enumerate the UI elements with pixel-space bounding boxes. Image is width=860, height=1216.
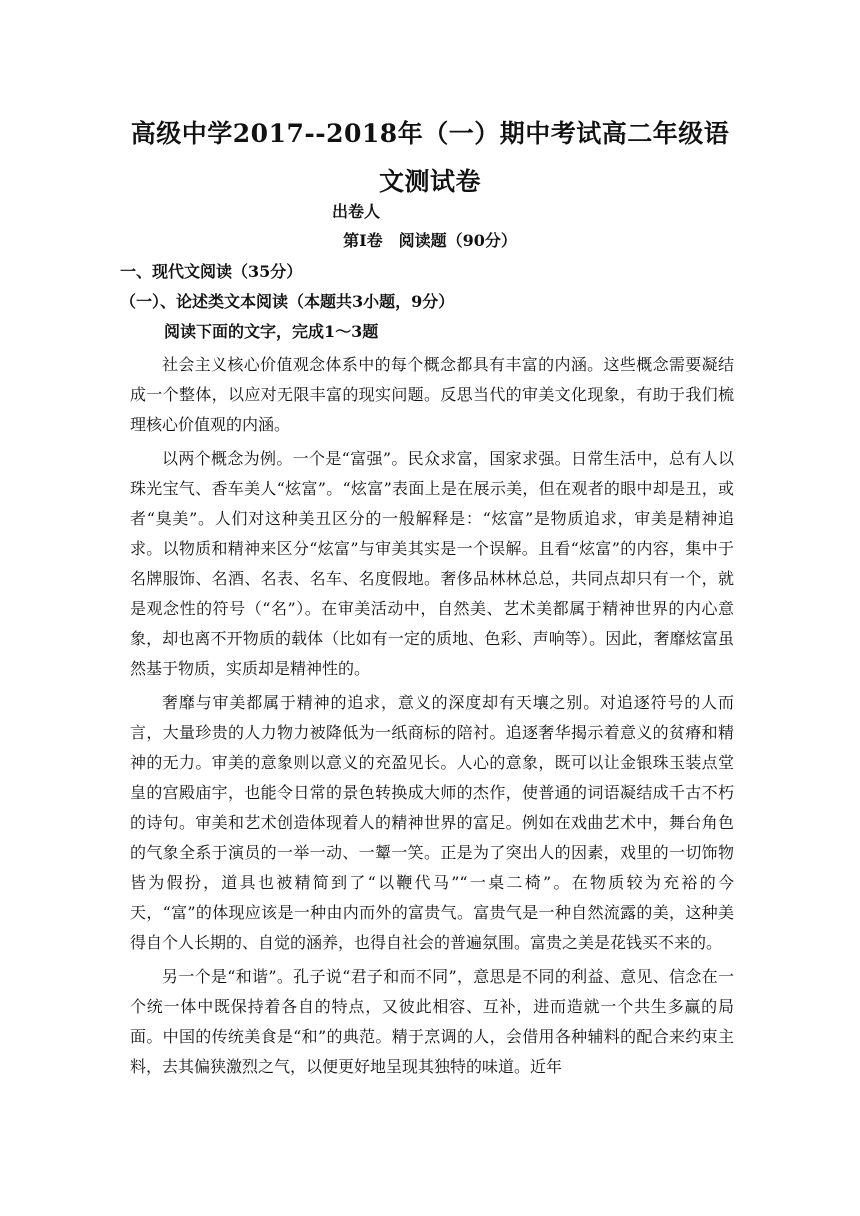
subsection-heading: （一）、论述类文本阅读（本题共3小题，9分） <box>120 292 455 311</box>
document-title: 高级中学2017--2018年（一）期中考试高二年级语文测试卷 <box>130 119 730 196</box>
article-paragraph: 社会主义核心价值观念体系中的每个概念都具有丰富的内涵。这些概念需要凝结成一个整体，以应对无限丰富的现实问题。反思当代的审美文化现象，有助于我们梳理核心价值观的内涵。 <box>130 355 734 434</box>
article-body <box>130 350 734 1086</box>
section-heading: 一、现代文阅读（35分） <box>120 262 303 281</box>
article-paragraph: 奢靡与审美都属于精神的追求，意义的深度却有天壤之别。对追逐符号的人而言，大量珍贵的人力物力被降低为一纸商标的陪衬。追逐奢华揭示着意义的贫瘠和精神的无力。审美的意象则以意义的充盈见长。人心的意象，既可以让金银珠玉装点堂皇的宫殿庙宇，也能令日常的景色转换成大师的杰作，使普通的词语凝结成千古不朽的诗句。审美和艺术创造体现着人的精神世界的富足。例如在戏曲艺术中，舞台角色的气象全系于演员的一举一动、一颦一笑。正是为了突出人的因素，戏里的一切饰物皆为假扮，道具也被精简到了“以鞭代马”“一桌二椅”。在物质较为充裕的今天，“富”的体现应该是一种由内而外的富贵气。富贵气是一种自然流露的美，这种美得自个人长期的、自觉的涵养，也得自社会的普遍氛围。富贵之美是花钱买不来的。 <box>130 693 734 952</box>
reading-instruction: 阅读下面的文字，完成1～3题 <box>164 322 379 341</box>
author-label: 出卷人 <box>332 202 381 221</box>
article-paragraph: 以两个概念为例。一个是“富强”。民众求富，国家求强。日常生活中，总有人以珠光宝气、香车美人“炫富”。“炫富”表面上是在展示美，但在观者的眼中却是丑，或者“臭美”。人们对这种美丑区分的一般解释是：“炫富”是物质追求，审美是精神追求。以物质和精神来区分“炫富”与审美其实是一个误解。且看“炫富”的内容，集中于名牌服饰、名酒、名表、名车、名度假地。奢侈品林林总总，共同点却只有一个，就是观念性的符号（“名”）。在审美活动中，自然美、艺术美都属于精神世界的内心意象，却也离不开物质的载体（比如有一定的质地、色彩、声响等）。因此，奢靡炫富虽然基于物质，实质却是精神性的。 <box>130 449 734 678</box>
part-heading: 第Ⅰ卷 阅读题（90分） <box>343 231 517 250</box>
article-paragraph: 另一个是“和谐”。孔子说“君子和而不同”，意思是不同的利益、意见、信念在一个统一体中既保持着各自的特点，又彼此相容、互补，进而造就一个共生多赢的局面。中国的传统美食是“和”的典范。精于烹调的人，会借用各种辅料的配合来约束主料，去其偏狭激烈之气，以便更好地呈现其独特的味道。近年 <box>130 967 734 1076</box>
